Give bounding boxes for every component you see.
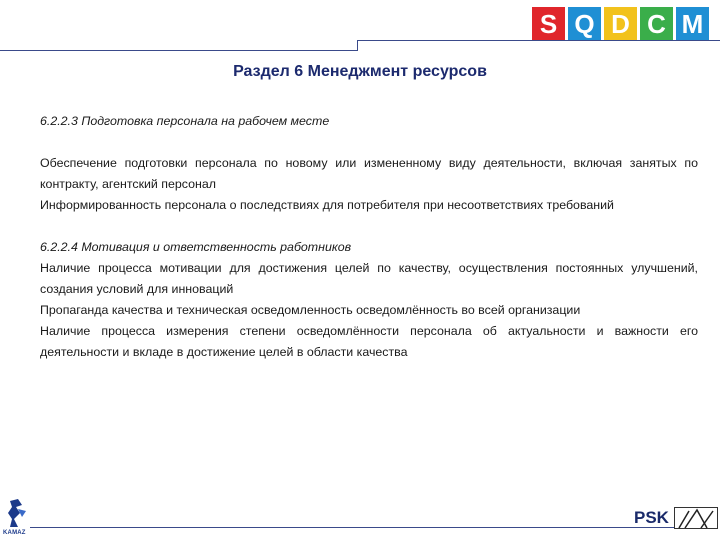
paragraph-awareness-measurement: Наличие процесса измерения степени осведомлённости персонала об актуальности и важности его деятельности и вкладе в достижение целей в области качества: [40, 324, 698, 359]
paragraph-training-awareness: Информированность персонала о последствиях для потребителя при несоответствиях требований: [40, 198, 614, 212]
psk-logo-icon: [674, 507, 718, 529]
slide-content: [40, 111, 698, 363]
psk-logo-text: PSK: [634, 508, 669, 527]
sqdcm-letter-s: S: [532, 7, 565, 40]
header-divider-right: [357, 40, 720, 41]
footer-divider: [30, 527, 674, 528]
sqdcm-logo: [532, 7, 709, 40]
sqdcm-letter-m: M: [676, 7, 709, 40]
sqdcm-letter-c: C: [640, 7, 673, 40]
sqdcm-letter-d: D: [604, 7, 637, 40]
paragraph-motivation-process: Наличие процесса мотивации для достижения целей по качеству, осуществления постоянных улучшений, создания условий для инноваций: [40, 261, 698, 296]
section-heading-training: 6.2.2.3 Подготовка персонала на рабочем месте: [40, 114, 330, 128]
header-divider-step: [357, 40, 358, 51]
sqdcm-letter-q: Q: [568, 7, 601, 40]
section-heading-motivation: 6.2.2.4 Мотивация и ответственность работников: [40, 240, 352, 254]
paragraph-quality-promotion: Пропаганда качества и техническая осведомленность осведомлённость во всей организации: [40, 303, 581, 317]
header-divider-left: [0, 50, 358, 51]
kamaz-logo-text: KAMAZ: [3, 530, 26, 536]
page-title: Раздел 6 Менеджмент ресурсов: [233, 63, 487, 80]
paragraph-training-provision: Обеспечение подготовки персонала по новому или измененному виду деятельности, включая занятых по контракту, агентский персонал: [40, 156, 698, 191]
